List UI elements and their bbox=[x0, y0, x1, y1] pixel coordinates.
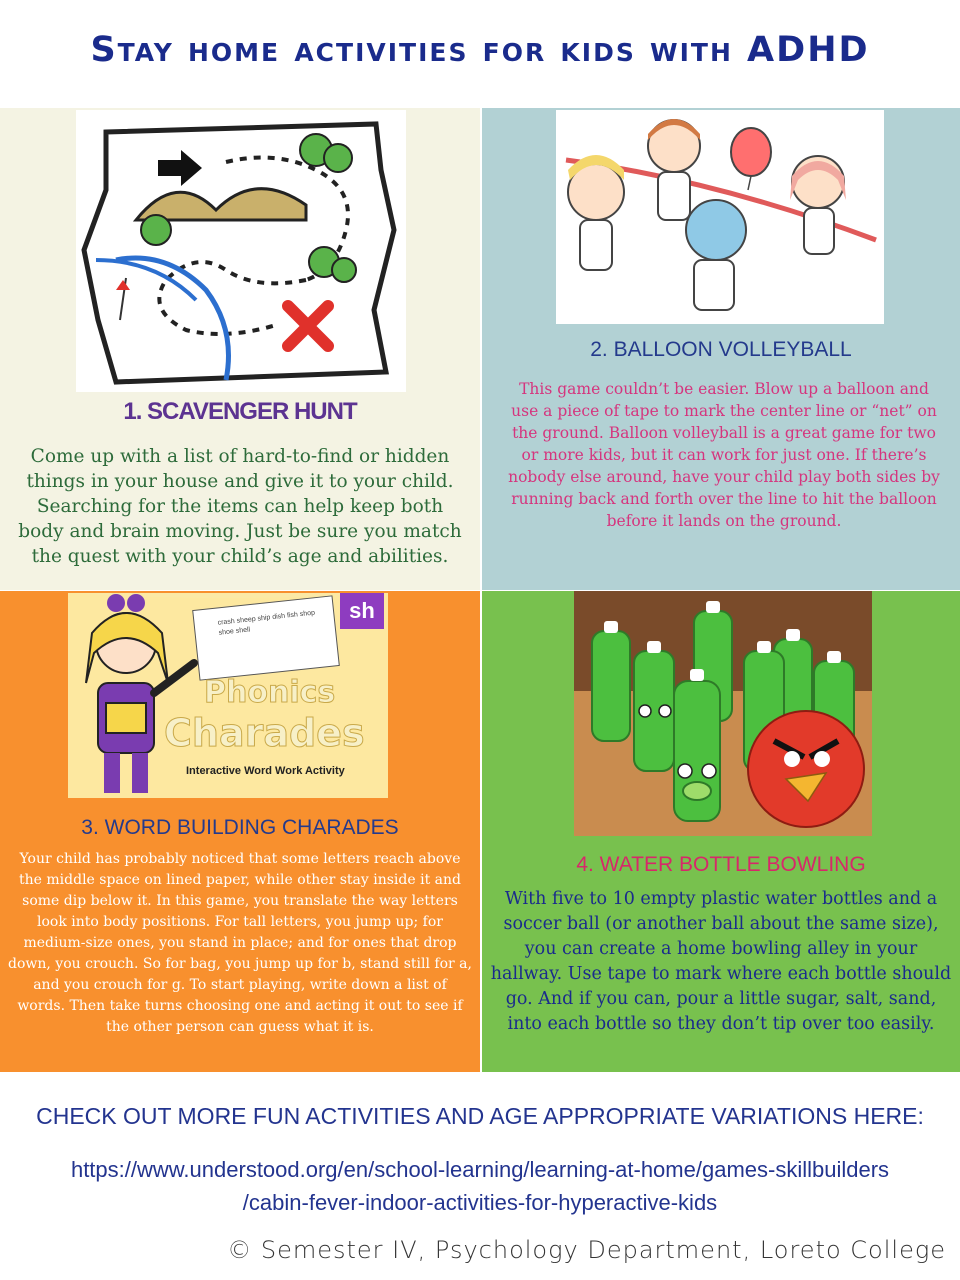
phonics-charades-image bbox=[68, 593, 388, 798]
activity-panel-scavenger-hunt bbox=[0, 108, 480, 590]
image-subtitle: Interactive Word Work Activity bbox=[186, 765, 345, 777]
resource-link-line-2[interactable]: /cabin-fever-indoor-activities-for-hyperactive-kids bbox=[242, 1190, 718, 1215]
activity-title: 3. WORD BUILDING CHARADES bbox=[81, 816, 399, 839]
sh-badge: sh bbox=[340, 593, 384, 629]
phonics-heading: Phonics bbox=[204, 675, 336, 710]
poster-title: Stay home activities for kids with ADHD bbox=[90, 30, 870, 70]
resource-link-line-1[interactable]: https://www.understood.org/en/school-learning/learning-at-home/games-skillbuilders bbox=[70, 1157, 890, 1182]
activity-description: With five to 10 empty plastic water bottles and a soccer ball (or another ball about the same size), you can create a home bowling alley in your hallway. Use tape to mark where each bottle should go. And if you can, pour a little sugar, salt, sand, into each bottle so they don’t tip over too easily. bbox=[490, 889, 952, 1034]
activity-title: 1. SCAVENGER HUNT bbox=[123, 398, 357, 425]
resource-link[interactable] bbox=[0, 1153, 960, 1219]
charades-heading: Charades bbox=[164, 711, 365, 755]
kids-balloon-image bbox=[556, 110, 884, 324]
copyright-credit: © Semester IV, Psychology Department, Loreto College bbox=[227, 1236, 946, 1264]
more-activities-heading: CHECK OUT MORE FUN ACTIVITIES AND AGE APPROPRIATE VARIATIONS HERE: bbox=[36, 1103, 924, 1129]
treasure-map-image bbox=[76, 110, 406, 392]
activity-panel-word-building-charades bbox=[0, 591, 480, 1072]
activity-description: Your child has probably noticed that some letters reach above the middle space on lined paper, while other stay inside it and some dip below it. In this game, you translate the way letters look into body positions. For tall letters, you jump up; for medium-size ones, you stand in place; and for ones that drop down, you crouch. So for bag, you jump up for b, stand still for a, and you crouch for g. To start playing, write down a list of words. Then take turns choosing one and acting it out to see if the other person can guess what it is. bbox=[8, 851, 472, 1035]
activity-description: This game couldn’t be easier. Blow up a balloon and use a piece of tape to mark the center line or “net” on the ground. Balloon volleyball is a great game for two or more kids, but it can work for just one. If there’s nobody else around, have your child play both sides by running back and forth over the line to hit the balloon before it lands on the ground. bbox=[508, 380, 940, 530]
activity-title: 2. BALLOON VOLLEYBALL bbox=[590, 338, 852, 361]
activity-title: 4. WATER BOTTLE BOWLING bbox=[576, 853, 866, 876]
activity-panel-balloon-volleyball bbox=[482, 108, 960, 590]
bottle-bowling-image bbox=[574, 591, 872, 836]
activity-description: Come up with a list of hard-to-find or hidden things in your house and give it to your child. Searching for the items can help keep both body and brain moving. Just be sure you match the quest with your child’s age and abilities. bbox=[18, 446, 462, 567]
worksheet-word-list: crash sheep ship dish fish shop shoe shell bbox=[217, 609, 316, 637]
activity-panel-water-bottle-bowling bbox=[482, 591, 960, 1072]
